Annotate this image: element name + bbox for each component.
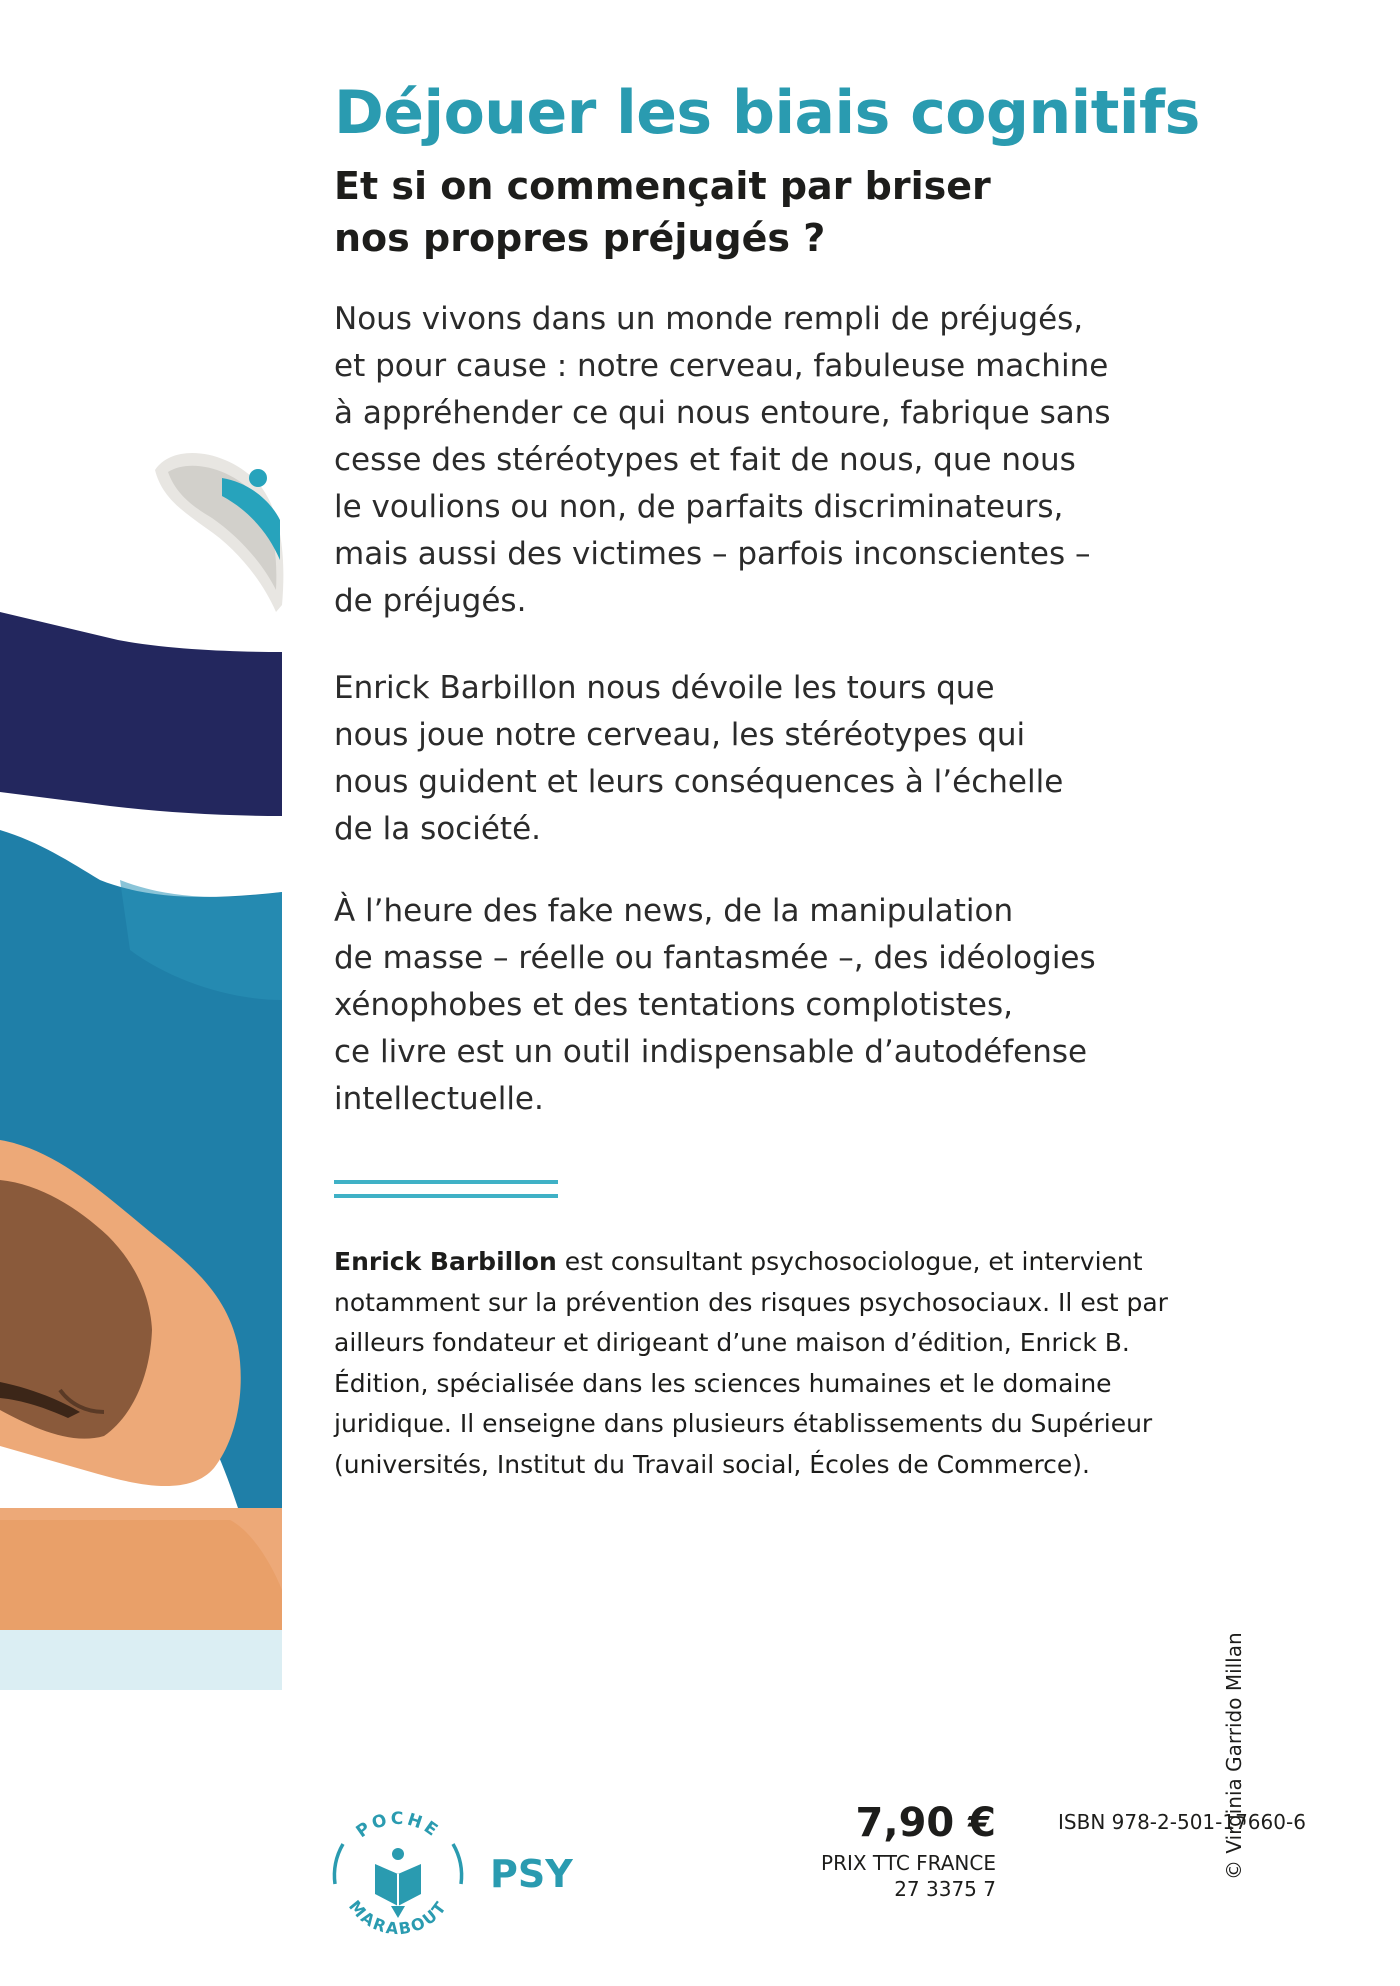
description-line: ce livre est un outil indispensable d’autodéfense <box>334 1034 1088 1070</box>
section-divider-line <box>334 1194 558 1198</box>
bio-line: juridique. Il enseigne dans plusieurs établissements du Supérieur <box>334 1409 1153 1438</box>
sneaker-illustration <box>155 453 283 612</box>
description-line: nous joue notre cerveau, les stéréotypes qui <box>334 717 1026 753</box>
bio-line: (universités, Institut du Travail social, Écoles de Commerce). <box>334 1449 1091 1479</box>
svg-text:POCHE <box>353 1809 444 1842</box>
description-paragraph-1 <box>334 296 1234 625</box>
price-label: PRIX TTC FRANCE <box>821 1851 996 1875</box>
description-line: À l’heure des fake news, de la manipulation <box>334 893 1014 929</box>
bio-line <box>334 1242 1168 1283</box>
description-line: Nous vivons dans un monde rempli de préjugés, <box>334 301 1084 337</box>
bio-line: Édition, spécialisée dans les sciences humaines et le domaine <box>334 1368 1112 1398</box>
poche-marabout-logo <box>323 1802 473 1952</box>
logo-top-text: POCHE <box>352 1808 444 1843</box>
book-title: Déjouer les biais cognitifs <box>334 78 1200 148</box>
description-line: nous guident et leurs conséquences à l’échelle <box>334 764 1064 800</box>
bio-line-text: est consultant psychosociologue, et intervient <box>556 1247 1143 1276</box>
description-paragraph-2 <box>334 665 1234 853</box>
description-line: Enrick Barbillon nous dévoile les tours que <box>334 670 995 706</box>
description-line: mais aussi des victimes – parfois inconscientes – <box>334 536 1091 572</box>
description-line: de masse – réelle ou fantasmée –, des idéologies <box>334 940 1096 976</box>
description-line: à appréhender ce qui nous entoure, fabrique sans <box>334 395 1111 431</box>
author-bio <box>334 1242 1168 1485</box>
trousers-illustration <box>0 612 282 816</box>
collection-label: PSY <box>490 1852 573 1896</box>
pillow-illustration <box>0 1630 282 1690</box>
description-line: de préjugés. <box>334 583 527 619</box>
illustration-credit: © Virginia Garrido Millan <box>1222 1632 1246 1880</box>
description-line: le voulions ou non, de parfaits discriminateurs, <box>334 489 1064 525</box>
price: 7,90 € <box>855 1800 996 1846</box>
bio-line: ailleurs fondateur et dirigeant d’une maison d’édition, Enrick B. <box>334 1328 1130 1357</box>
cover-illustration <box>0 0 300 1986</box>
author-name: Enrick Barbillon <box>334 1247 557 1276</box>
description-line: xénophobes et des tentations complotistes, <box>334 987 1013 1023</box>
isbn: ISBN 978-2-501-17660-6 <box>1058 1810 1306 1834</box>
subtitle-line: Et si on commençait par briser <box>334 164 991 208</box>
section-divider-line <box>334 1180 558 1184</box>
logo-bottom-text: MARABOUT <box>345 1896 451 1939</box>
bio-line: notamment sur la prévention des risques psychosociaux. Il est par <box>334 1287 1168 1317</box>
description-line: cesse des stéréotypes et fait de nous, que nous <box>334 442 1076 478</box>
description-line: et pour cause : notre cerveau, fabuleuse machine <box>334 348 1109 384</box>
description-paragraph-3 <box>334 888 1234 1123</box>
book-subtitle <box>334 160 991 264</box>
subtitle-line: nos propres préjugés ? <box>334 216 826 260</box>
price-info <box>760 1850 996 1902</box>
description-line: de la société. <box>334 811 541 847</box>
product-code: 27 3375 7 <box>894 1877 996 1901</box>
description-line: intellectuelle. <box>334 1081 544 1117</box>
